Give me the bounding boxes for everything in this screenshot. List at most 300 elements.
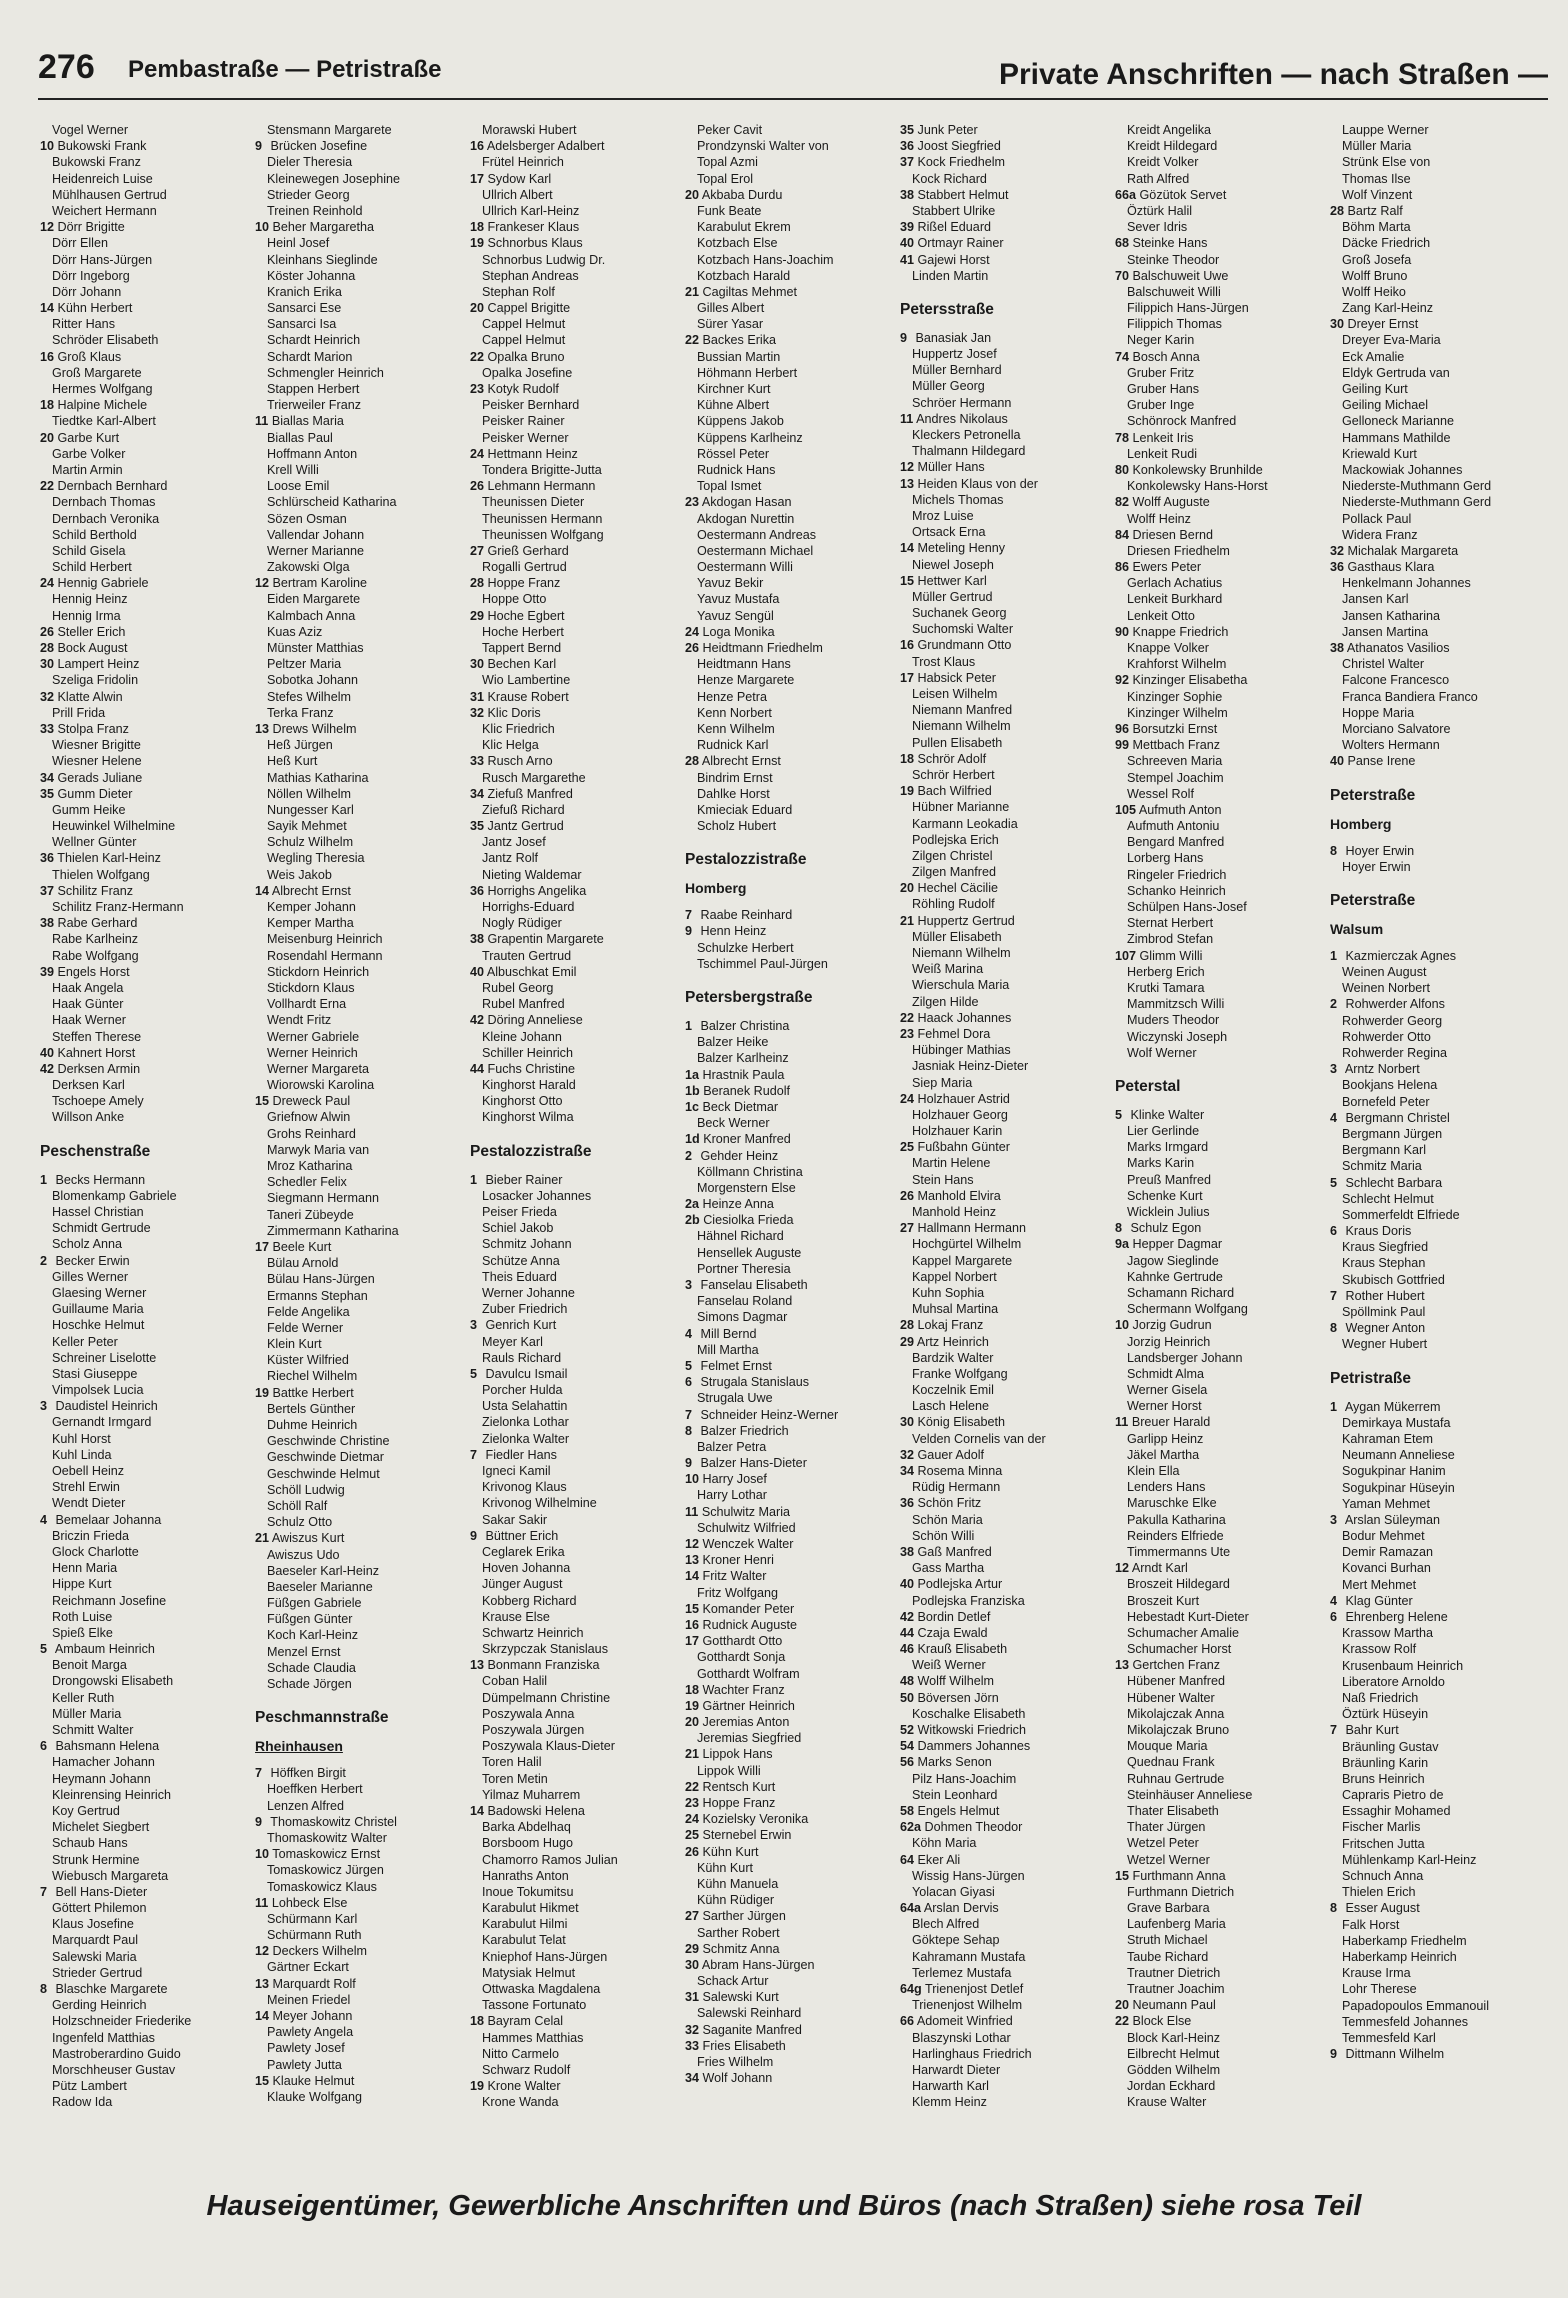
resident-name: Gasthaus Klara [1347,560,1435,575]
resident-name: Marquardt Paul [52,1933,139,1948]
resident-entry [470,478,675,494]
house-number: 22 [1115,2014,1130,2029]
resident-entry [685,2038,890,2054]
resident-name: Kahnke Gertrude [1127,1269,1223,1284]
resident-entry [40,446,245,462]
resident-name: Losacker Johannes [482,1188,592,1203]
resident-entry [900,476,1105,492]
resident-entry [470,430,675,446]
resident-name: Schenke Kurt [1127,1188,1203,1203]
resident-entry [1115,899,1320,915]
resident-name: Gotthardt Sonja [697,1650,786,1665]
resident-name: Kleine Johann [482,1029,562,1044]
resident-entry [40,1463,245,1479]
page-header [38,48,1548,98]
resident-name: Küppens Jakob [697,414,784,429]
house-number: 5 [1330,1175,1338,1190]
resident-entry [470,1544,675,1560]
resident-name: Rath Alfred [1127,171,1190,186]
resident-entry [40,138,245,154]
resident-name: Klic Doris [487,705,541,720]
resident-entry [470,1932,675,1948]
resident-entry [1330,1126,1535,1142]
house-number: 41 [900,252,915,267]
resident-name: Krivonog Klaus [482,1480,567,1495]
resident-name: Eilbrecht Helmut [1127,2046,1220,2061]
resident-entry [1330,527,1535,543]
resident-entry [255,268,460,284]
resident-name: Schulzke Herbert [697,940,794,955]
house-number: 3 [40,1399,48,1414]
resident-name: Hoffmann Anton [267,446,358,461]
resident-entry [900,799,1105,815]
resident-name: Wiebusch Margareta [52,1868,169,1883]
house-number: 10 [255,1847,270,1862]
street-heading: Peschmannstraße [255,1709,389,1727]
resident-entry [685,187,890,203]
house-number: 3 [1330,1512,1338,1527]
resident-name: Göttert Philemon [52,1901,147,1916]
resident-name: Harry Josef [702,1472,767,1487]
house-number: 25 [900,1140,915,1155]
resident-name: Schanko Heinrich [1127,883,1226,898]
resident-name: Gruber Fritz [1127,365,1195,380]
resident-entry [255,1547,460,1563]
resident-name: Henn Heinz [700,924,767,939]
resident-name: Rohwerder Otto [1342,1029,1431,1044]
resident-name: Cappel Helmut [482,317,566,332]
resident-entry [1330,1593,1535,1609]
resident-entry [470,235,675,251]
resident-name: Wegling Theresia [267,851,365,866]
resident-entry [685,1763,890,1779]
resident-name: Portner Theresia [697,1261,791,1276]
resident-entry [1115,1722,1320,1738]
resident-name: Kinghorst Wilma [482,1110,574,1125]
resident-name: Hoeffken Herbert [267,1782,363,1797]
resident-name: Hübener Walter [1127,1690,1215,1705]
resident-name: Krone Wanda [482,2095,559,2110]
resident-entry [255,122,460,138]
house-number: 14 [40,301,55,316]
resident-name: Habsick Peter [917,670,996,685]
resident-name: Radow Ida [52,2095,113,2110]
resident-entry [255,1449,460,1465]
resident-entry [685,1520,890,1536]
resident-name: Höhmann Herbert [697,365,798,380]
resident-name: Kühn Kurt [697,1860,754,1875]
resident-entry [1115,1236,1320,1252]
resident-entry [685,252,890,268]
resident-name: Fischer Marlis [1342,1820,1421,1835]
resident-entry [255,1045,460,1061]
house-number: 66 [900,2014,915,2029]
resident-entry [1330,1722,1535,1738]
resident-entry [255,1029,460,1045]
house-number: 36 [40,851,55,866]
resident-name: Albrecht Ernst [271,883,351,898]
resident-name: Zang Karl-Heinz [1342,301,1433,316]
house-number: 34 [40,770,55,785]
resident-entry [1115,980,1320,996]
resident-name: Kinghorst Harald [482,1078,576,1093]
resident-entry [1115,413,1320,429]
resident-entry [900,848,1105,864]
resident-entry [685,268,890,284]
resident-name: Pullen Elisabeth [912,735,1003,750]
resident-entry [470,2030,675,2046]
resident-entry [40,1900,245,1916]
resident-name: Hennig Gabriele [57,576,149,591]
resident-name: Usta Selahattin [482,1399,568,1414]
resident-name: Trienenjost Wilhelm [912,1998,1023,2013]
resident-entry [1330,1175,1535,1191]
resident-name: Strugala Stanislaus [700,1375,810,1390]
resident-name: Schulwitz Wilfried [697,1520,796,1535]
resident-name: Arslan Süleyman [1344,1512,1441,1527]
resident-name: Steinke Hans [1132,236,1208,251]
house-number: 21 [255,1531,270,1546]
house-number: 5 [40,1642,48,1657]
resident-entry [255,1644,460,1660]
resident-name: Yavuz Sengül [697,608,774,623]
house-number: 21 [685,284,700,299]
house-number: 24 [900,1091,915,1106]
resident-name: Sakar Sakir [482,1512,548,1527]
street-heading: Peterstraße [1330,786,1416,804]
resident-name: Döring Anneliese [487,1013,583,1028]
resident-entry [685,1358,890,1374]
house-number: 54 [900,1739,915,1754]
resident-name: Bukowski Franz [52,155,141,170]
resident-entry [40,624,245,640]
resident-entry [685,559,890,575]
resident-name: Kemper Martha [267,916,354,931]
resident-entry [685,1245,890,1261]
resident-entry [1330,1320,1535,1336]
resident-entry [685,1633,890,1649]
house-number: 11 [255,414,269,429]
resident-name: Röhling Rudolf [912,897,995,912]
resident-name: Jantz Josef [482,835,546,850]
resident-name: Rother Hubert [1345,1288,1425,1303]
resident-name: Krusenbaum Heinrich [1342,1658,1464,1673]
house-number: 7 [470,1447,478,1462]
house-number: 34 [900,1464,915,1478]
resident-entry [40,397,245,413]
resident-entry [1330,478,1535,494]
resident-name: Poszywala Klaus-Dieter [482,1739,615,1754]
house-number: 33 [685,2038,700,2053]
resident-name: Groß Klaus [57,349,122,364]
resident-name: Aufmuth Anton [1138,802,1222,817]
resident-name: Sydow Karl [487,171,552,186]
resident-name: Sözen Osman [267,511,347,526]
resident-entry [1330,1819,1535,1835]
resident-name: Schnorbus Ludwig Dr. [482,252,606,267]
resident-entry [1115,1787,1320,1803]
resident-entry [900,411,1105,427]
resident-entry [470,802,675,818]
resident-name: Tomaskowicz Jürgen [267,1863,384,1878]
resident-entry [470,624,675,640]
resident-entry [255,543,460,559]
resident-name: Podlejska Artur [917,1577,1003,1592]
resident-name: Schumacher Horst [1127,1642,1232,1657]
house-number: 8 [1330,1901,1338,1916]
resident-entry [1330,705,1535,721]
resident-entry [40,1093,245,1109]
resident-name: Jünger August [482,1577,563,1592]
resident-entry [1330,1674,1535,1690]
resident-entry [685,1164,890,1180]
resident-entry [470,1512,675,1528]
resident-name: Münster Matthias [267,641,364,655]
house-number: 11 [1115,1415,1129,1430]
resident-name: Huppertz Josef [912,347,997,362]
resident-entry [1115,1334,1320,1350]
house-number: 48 [900,1674,915,1689]
resident-entry [40,1285,245,1301]
resident-name: Hanraths Anton [482,1868,569,1883]
resident-entry [1330,381,1535,397]
resident-name: Heß Jürgen [267,738,333,753]
resident-name: Abram Hans-Jürgen [701,1957,815,1972]
resident-name: Bonmann Franziska [487,1658,600,1673]
resident-entry [900,654,1105,670]
resident-entry [255,1579,460,1595]
resident-name: Engels Horst [57,964,130,979]
resident-name: Bock August [57,641,128,655]
resident-entry [255,689,460,705]
resident-entry [470,527,675,543]
resident-name: Kleinrensing Heinrich [52,1787,172,1802]
resident-entry [255,413,460,429]
resident-name: Briczin Frieda [52,1528,129,1543]
resident-name: Schwarz Rudolf [482,2062,571,2077]
resident-name: Dammers Johannes [917,1739,1031,1754]
resident-name: Borsutzki Ernst [1132,721,1218,736]
resident-name: Skubisch Gottfried [1342,1272,1445,1287]
resident-name: Mastroberardino Guido [52,2046,181,2061]
resident-entry [255,1142,460,1158]
resident-entry [1115,1852,1320,1868]
resident-name: Athanatos Vasilios [1346,641,1450,655]
resident-name: Schreeven Maria [1127,754,1223,769]
resident-name: Weiß Werner [912,1658,986,1673]
resident-entry [255,1879,460,1895]
resident-name: Furthmann Anna [1132,1868,1226,1883]
resident-entry [685,478,890,494]
resident-name: Mühlenkamp Karl-Heinz [1342,1852,1477,1867]
resident-entry [685,1827,890,1843]
resident-name: Herberg Erich [1127,964,1205,979]
resident-name: Wolf Johann [702,2071,773,2086]
resident-entry [470,1690,675,1706]
resident-entry [685,543,890,559]
resident-name: Hermes Wolfgang [52,382,153,396]
resident-name: Ceglarek Erika [482,1544,565,1559]
resident-entry [685,1601,890,1617]
house-number: 30 [1330,317,1345,332]
resident-entry [255,2008,460,2024]
house-number: 64 [900,1852,915,1867]
house-number: 28 [1330,203,1345,218]
resident-entry [40,721,245,737]
resident-name: Lier Gerlinde [1127,1124,1200,1139]
resident-name: Yilmaz Muharrem [482,1787,581,1802]
resident-name: Muhsal Martina [912,1302,999,1317]
resident-name: Horrighs-Eduard [482,900,575,914]
resident-entry [255,1271,460,1287]
house-number: 38 [900,1544,915,1559]
resident-entry [470,721,675,737]
resident-entry [40,1560,245,1576]
resident-entry [255,753,460,769]
resident-name: Hähnel Richard [697,1229,784,1244]
resident-entry [40,1609,245,1625]
resident-name: Ortsack Erna [912,525,986,540]
resident-entry [1115,1204,1320,1220]
resident-entry [255,996,460,1012]
resident-name: Ziefuß Manfred [487,786,573,801]
house-number: 37 [900,155,915,170]
resident-entry [1115,1560,1320,1576]
resident-name: Spöllmink Paul [1342,1305,1426,1319]
resident-entry [900,621,1105,637]
resident-name: Werner Gisela [1127,1383,1208,1398]
resident-entry [470,1366,675,1382]
resident-name: Rauls Richard [482,1350,562,1365]
resident-name: Henze Petra [697,689,768,704]
resident-name: Borsboom Hugo [482,1836,574,1851]
resident-name: Jantz Rolf [482,851,538,866]
resident-name: Groß Margarete [52,365,142,380]
resident-entry [40,1884,245,1900]
resident-name: Gotthardt Otto [702,1634,783,1649]
resident-name: Bertram Karoline [272,576,368,591]
resident-entry [1330,122,1535,138]
resident-entry [1115,527,1320,543]
resident-name: Awiszus Kurt [271,1531,345,1546]
resident-name: Ciesiolka Frieda [703,1213,794,1228]
resident-entry [1115,122,1320,138]
house-number: 28 [685,754,700,769]
resident-name: Hoppe Franz [487,576,561,591]
resident-name: Adomeit Winfried [916,2014,1013,2029]
resident-entry [40,1981,245,1997]
resident-name: Rüdig Hermann [912,1480,1001,1495]
resident-entry [900,1269,1105,1285]
house-number: 23 [900,1026,915,1041]
resident-entry [685,1439,890,1455]
resident-entry [1115,154,1320,170]
house-number: 13 [685,1553,700,1568]
resident-entry [40,1803,245,1819]
resident-entry [1330,300,1535,316]
resident-name: Bemelaar Johanna [55,1512,162,1527]
resident-entry [685,2054,890,2070]
resident-entry [685,1973,890,1989]
resident-name: Kreidt Angelika [1127,123,1212,137]
resident-entry [255,1976,460,1992]
resident-name: Klauke Helmut [272,2073,355,2088]
resident-entry [685,1018,890,1034]
resident-entry [1115,1479,1320,1495]
resident-name: Schack Artur [697,1974,769,1989]
house-number: 35 [40,786,55,801]
resident-entry [470,2046,675,2062]
resident-entry [1115,1414,1320,1430]
resident-entry [1330,1288,1535,1304]
resident-name: Klaus Josefine [52,1917,134,1932]
resident-entry [685,1115,890,1131]
house-number: 96 [1115,721,1130,736]
resident-name: Stolpa Franz [57,721,129,736]
house-number: 105 [1115,802,1137,817]
house-number: 23 [685,1796,700,1810]
resident-name: Riechel Wilhelm [267,1369,358,1384]
resident-name: Wiczynski Joseph [1127,1029,1228,1044]
resident-name: Hoche Herbert [482,624,564,639]
resident-entry [1115,1285,1320,1301]
house-number: 13 [255,721,270,736]
resident-entry [1330,1900,1535,1916]
resident-name: Heinl Josef [267,236,330,251]
resident-name: Kobberg Richard [482,1593,577,1608]
resident-entry [470,1852,675,1868]
resident-name: Kühn Herbert [57,301,133,316]
resident-entry [255,1352,460,1368]
resident-entry [1115,462,1320,478]
resident-entry [255,1433,460,1449]
resident-entry [1330,1272,1535,1288]
resident-entry [1330,1577,1535,1593]
street-heading: Pestalozzistraße [685,851,807,869]
resident-entry [1330,1415,1535,1431]
resident-name: Wendt Fritz [267,1013,332,1028]
resident-entry [900,1317,1105,1333]
resident-entry [40,996,245,1012]
resident-name: Loga Monika [702,624,775,639]
house-number: 9 [685,924,693,939]
resident-entry [255,1530,460,1546]
house-number: 24 [685,1812,700,1827]
resident-name: Prondzynski Walter von [697,139,829,154]
resident-name: Fritz Walter [702,1569,767,1584]
resident-name: Horrighs Angelika [487,883,587,898]
resident-entry [685,300,890,316]
resident-name: Wachter Franz [702,1682,785,1697]
street-range: Pembastraße — Petristraße [128,56,442,83]
resident-name: Junk Peter [917,123,978,137]
resident-name: Kock Richard [912,171,987,186]
resident-entry [685,1390,890,1406]
resident-entry [1115,1398,1320,1414]
resident-name: Bergmann Christel [1345,1110,1450,1125]
resident-entry [1330,1480,1535,1496]
resident-name: Krone Walter [487,2079,561,2094]
resident-name: Franca Bandiera Franco [1342,689,1478,704]
resident-name: Zielonka Walter [482,1431,570,1446]
resident-entry [470,1949,675,1965]
resident-entry [900,2030,1105,2046]
resident-entry [900,2078,1105,2094]
resident-entry [1115,381,1320,397]
resident-name: Roth Luise [52,1609,113,1624]
resident-entry [40,1431,245,1447]
resident-name: Reinders Elfriede [1127,1528,1224,1543]
